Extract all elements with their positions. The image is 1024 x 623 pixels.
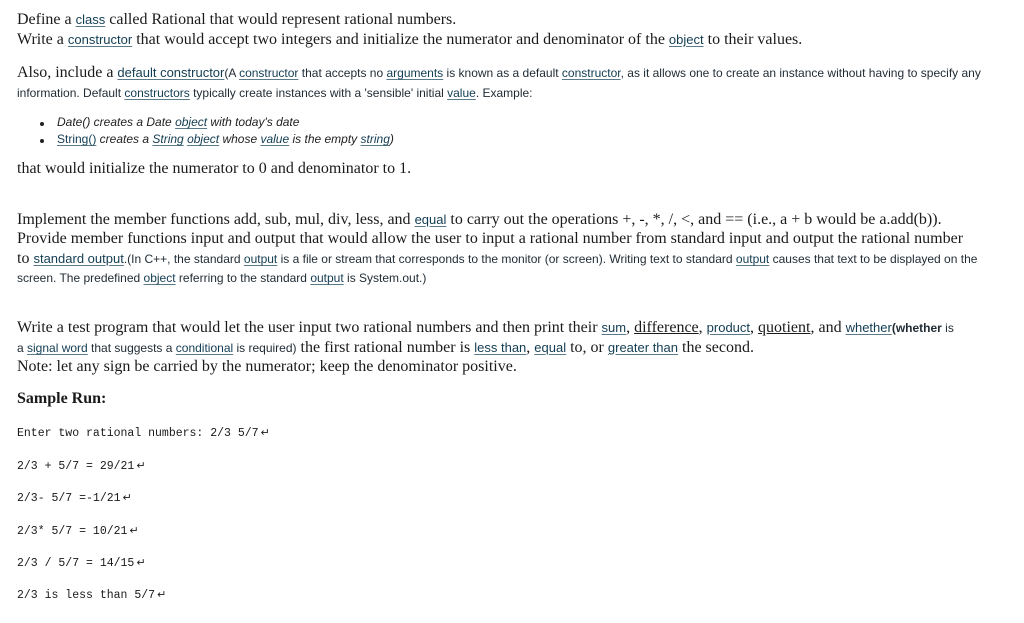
sample-output-line: [17, 426, 270, 440]
heading-text: Sample Run:: [17, 390, 107, 407]
glossary-text: typically create instances with a 'sensible' initial: [189, 86, 448, 100]
sample-output-line: [17, 459, 146, 473]
text-segment: ): [389, 132, 394, 146]
output-text: 2/3 + 5/7 = 29/21: [17, 460, 135, 473]
bullet-item-string: [57, 132, 394, 146]
text-segment: to: [17, 250, 34, 267]
text-segment: Implement the member functions add, sub, mul, div, less, and: [17, 211, 415, 228]
paragraph-test-program-cont: [17, 339, 754, 357]
text-segment: ,: [526, 339, 535, 356]
text-segment: (: [224, 66, 229, 80]
glossary-text: . Example:: [475, 86, 533, 100]
bullet-item-date: [57, 115, 299, 129]
glossary-text: a: [17, 341, 28, 355]
paragraph-default-constructor-cont: [17, 86, 533, 100]
bullet-dot: [40, 122, 44, 126]
text-segment: with today's date: [207, 115, 300, 129]
text-segment: Write a test program that would let the user input two rational numbers and then print their: [17, 319, 602, 336]
glossary-link-constructor[interactable]: constructor: [561, 66, 621, 80]
glossary-link-string[interactable]: String: [152, 132, 184, 146]
output-text: Enter two rational numbers: 2/3 5/7: [17, 427, 259, 440]
return-arrow-icon: ↵: [136, 556, 146, 569]
paragraph-standard-output-cont: [17, 271, 426, 285]
text-segment: Provide member functions input and output that would allow the user to input a rational number from standard input and output the rational number: [17, 230, 964, 247]
glossary-link-less-than[interactable]: less than: [474, 340, 527, 355]
glossary-link-object[interactable]: object: [187, 132, 220, 146]
glossary-link-conditional[interactable]: conditional: [175, 341, 234, 355]
text-segment: that would accept two integers and initialize the numerator and denominator of the: [132, 31, 669, 48]
glossary-term: whether: [895, 321, 942, 335]
glossary-text: that accepts no: [298, 66, 387, 80]
sample-output-line: [17, 491, 132, 505]
glossary-link-output[interactable]: output: [310, 271, 344, 285]
glossary-link-object[interactable]: object: [668, 32, 704, 47]
glossary-link-object[interactable]: object: [175, 115, 208, 129]
text-segment: Write a: [17, 31, 68, 48]
text-segment: (: [891, 321, 896, 335]
glossary-text: referring to the standard: [175, 271, 311, 285]
glossary-link-product[interactable]: product: [706, 320, 751, 335]
paragraph-provide: [17, 230, 963, 248]
glossary-link-constructor[interactable]: constructor: [239, 66, 299, 80]
glossary-link-output[interactable]: output: [243, 252, 278, 266]
output-text: 2/3 / 5/7 = 14/15: [17, 557, 135, 570]
glossary-text: .(In C++, the standard: [123, 252, 244, 266]
text-segment: to carry out the operations +, -, *, /, <, and == (i.e., a + b would be a.add(b)).: [446, 211, 942, 228]
paragraph-test-program: [17, 319, 954, 337]
text-segment: that would initialize the numerator to 0 and denominator to 1.: [17, 160, 412, 177]
text-segment: creates a: [96, 132, 153, 146]
output-text: 2/3* 5/7 = 10/21: [17, 525, 128, 538]
glossary-text: is System.out.): [343, 271, 427, 285]
glossary-link-default-constructor[interactable]: default constructor: [117, 65, 225, 80]
paragraph-note: [17, 358, 517, 376]
glossary-text: A: [228, 66, 240, 80]
glossary-link-value[interactable]: value: [447, 86, 476, 100]
text-segment: , and: [810, 319, 846, 336]
sample-output-line: [17, 556, 146, 570]
text-segment: whose: [219, 132, 261, 146]
glossary-text: screen. The predefined: [17, 271, 144, 285]
paragraph-constructor: [17, 31, 802, 49]
glossary-text: information. Default: [17, 86, 125, 100]
sample-run-heading: [17, 390, 106, 408]
output-text: 2/3- 5/7 =-1/21: [17, 492, 121, 505]
text-segment: ,: [698, 319, 707, 336]
glossary-text: is a file or stream that corresponds to the monitor (or screen). Writing text to standard: [277, 252, 736, 266]
output-text: 2/3 is less than 5/7: [17, 589, 156, 602]
text-segment: ,: [750, 319, 759, 336]
glossary-link-string[interactable]: String(): [57, 132, 97, 146]
glossary-link-value[interactable]: value: [260, 132, 290, 146]
glossary-text: is known as a default: [443, 66, 562, 80]
glossary-text: is: [941, 321, 954, 335]
text-segment: to their values.: [703, 31, 803, 48]
text-segment: Define a: [17, 11, 76, 28]
paragraph-initialize: [17, 160, 411, 178]
text-segment: is the empty: [289, 132, 361, 146]
return-arrow-icon: ↵: [260, 426, 270, 439]
glossary-link-equal[interactable]: equal: [414, 212, 447, 227]
glossary-link-class[interactable]: class: [75, 12, 106, 27]
text-segment: Date() creates a Date: [57, 115, 176, 129]
glossary-link-difference[interactable]: difference: [634, 319, 699, 336]
glossary-link-string[interactable]: string: [360, 132, 390, 146]
paragraph-standard-output: [17, 250, 977, 268]
text-segment: called Rational that would represent rational numbers.: [105, 11, 457, 28]
glossary-text: , as it allows one to create an instance without having to specify any: [620, 66, 981, 80]
return-arrow-icon: ↵: [136, 459, 146, 472]
text-segment: to, or: [566, 339, 608, 356]
bullet-dot: [40, 139, 44, 143]
glossary-text: that suggests a: [87, 341, 176, 355]
paragraph-define-class: [17, 11, 456, 29]
glossary-link-whether[interactable]: whether: [845, 320, 892, 335]
glossary-link-standard-output[interactable]: standard output: [33, 251, 124, 266]
text-segment: the second.: [678, 339, 754, 356]
return-arrow-icon: ↵: [122, 491, 132, 504]
glossary-link-constructor[interactable]: constructor: [67, 32, 133, 47]
text-segment: Note: let any sign be carried by the numerator; keep the denominator positive.: [17, 358, 517, 375]
glossary-text: causes that text to be displayed on the: [769, 252, 978, 266]
return-arrow-icon: ↵: [129, 524, 139, 537]
glossary-link-output[interactable]: output: [735, 252, 770, 266]
glossary-link-constructors[interactable]: constructors: [124, 86, 190, 100]
sample-output-line: [17, 524, 139, 538]
paragraph-implement: [17, 211, 942, 229]
glossary-link-quotient[interactable]: quotient: [758, 319, 811, 336]
glossary-text: is required): [233, 341, 297, 355]
text-segment: Also, include a: [17, 64, 118, 81]
glossary-link-signal-word[interactable]: signal word: [27, 341, 88, 355]
return-arrow-icon: ↵: [157, 588, 167, 601]
text-segment: ,: [626, 319, 635, 336]
glossary-link-object[interactable]: object: [143, 271, 176, 285]
text-segment: the first rational number is: [296, 339, 475, 356]
glossary-link-greater-than[interactable]: greater than: [607, 340, 678, 355]
paragraph-default-constructor: [17, 64, 981, 82]
glossary-link-arguments[interactable]: arguments: [386, 66, 444, 80]
sample-output-line: [17, 588, 166, 602]
glossary-link-equal[interactable]: equal: [534, 340, 567, 355]
glossary-link-sum[interactable]: sum: [601, 320, 627, 335]
